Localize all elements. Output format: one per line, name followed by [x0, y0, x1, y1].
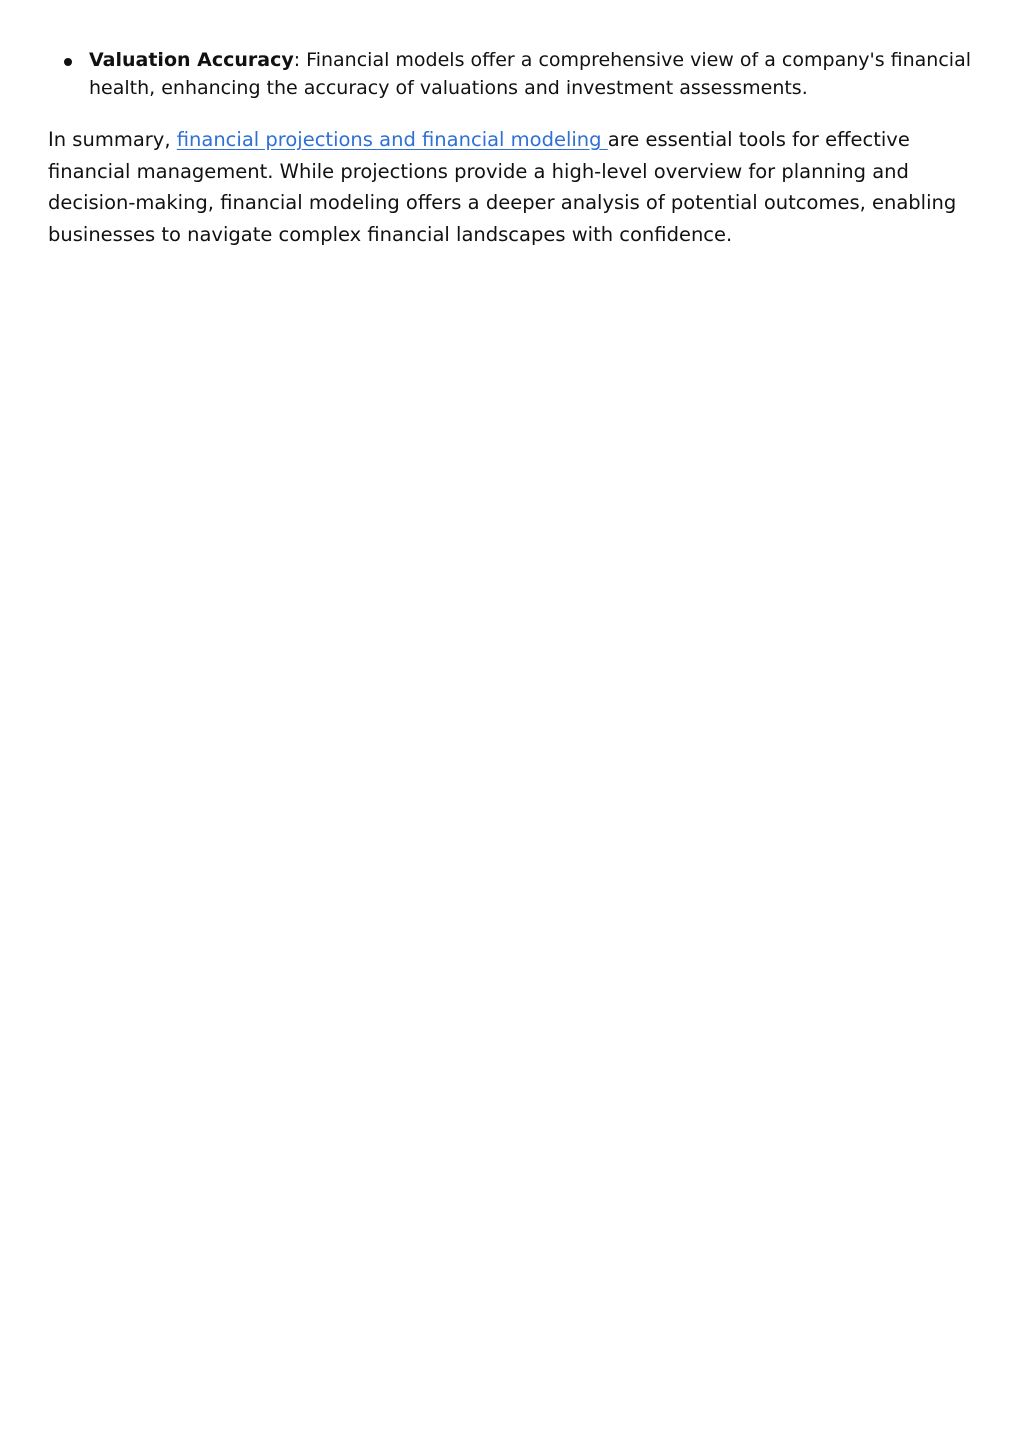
bullet-text: : Financial models offer a comprehensive view of a company's financial health, enhancing the accuracy of valuations and investment assessments. [89, 49, 971, 99]
summary-lead: In summary, [48, 128, 177, 151]
bullet-dot-icon [64, 58, 72, 66]
document-body [48, 46, 978, 250]
list-item [48, 46, 978, 102]
summary-rest: are essential tools for effective financial management. While projections provide a high-level overview for planning and decision-making, financial modeling offers a deeper analysis of potential outcomes, enabling businesses to navigate complex financial landscapes with confidence. [48, 128, 957, 246]
bullet-term: Valuation Accuracy [89, 49, 294, 71]
summary-paragraph [48, 124, 978, 250]
bullet-list [48, 46, 978, 102]
financial-modeling-link[interactable]: financial projections and financial modeling [176, 128, 608, 151]
